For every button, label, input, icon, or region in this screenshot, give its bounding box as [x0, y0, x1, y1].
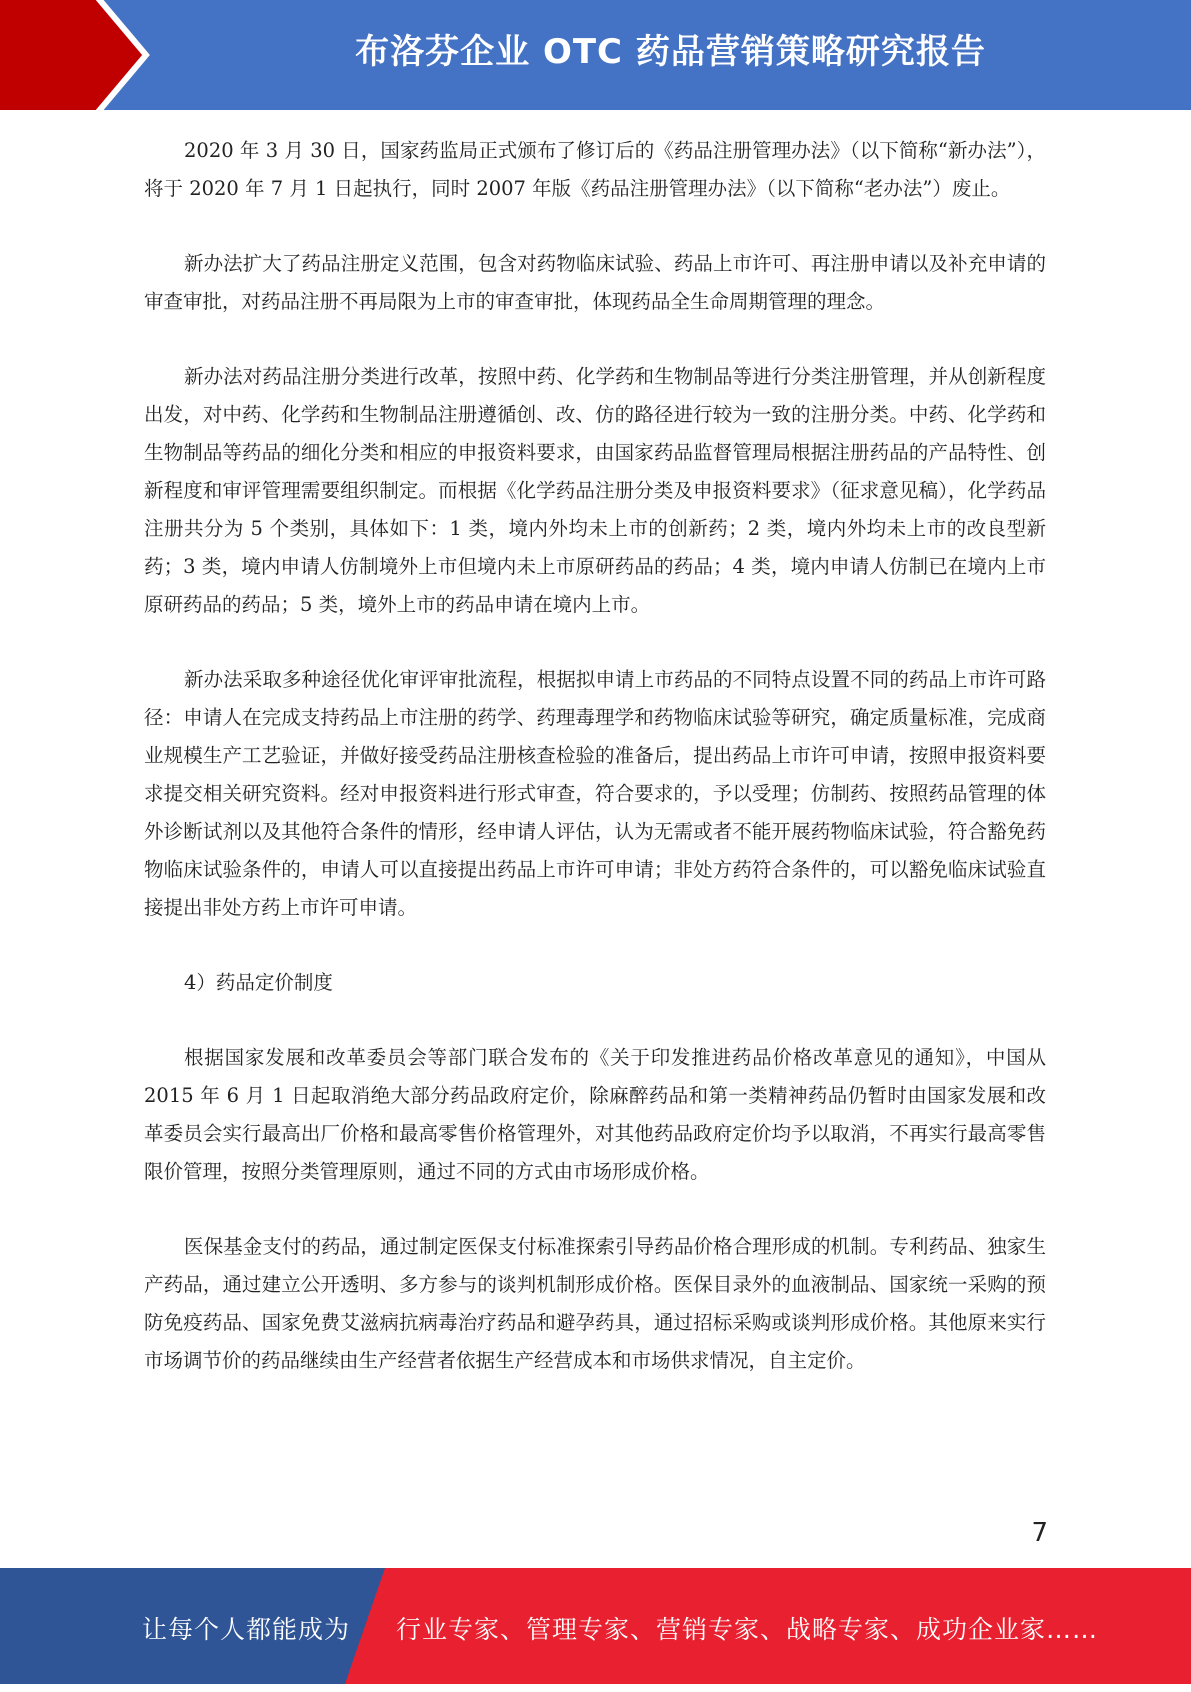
footer-slogan-right: 行业专家、管理专家、营销专家、战略专家、成功企业家…… — [396, 1615, 1099, 1644]
paragraph-registration-classification: 新办法对药品注册分类进行改革，按照中药、化学药和生物制品等进行分类注册管理，并从创新程度出发，对中药、化学药和生物制品注册遵循创、改、仿的路径进行较为一致的注册分类。中药、化学药和生物制品等药品的细化分类和相应的申报资料要求，由国家药品监督管理局根据注册药品的产品特性、创新程度和审评管理需要组织制定。而根据《化学药品注册分类及申报资料要求》（征求意见稿），化学药品注册共分为 5 个类别，具体如下：1 类，境内外均未上市的创新药；2 类，境内外均未上市的改良型新药；3 类，境内申请人仿制境外上市但境内未上市原研药品的药品；4 类，境内申请人仿制已在境内上市原研药品的药品；5 类，境外上市的药品申请在境内上市。 — [144, 365, 1046, 616]
page-number: 7 — [1031, 1518, 1048, 1548]
section-heading-pricing: 4）药品定价制度 — [184, 971, 333, 994]
report-title: 布洛芬企业 OTC 药品营销策略研究报告 — [355, 32, 986, 72]
header-arrow-icon — [0, 0, 160, 110]
document-body — [144, 132, 1046, 1417]
paragraph-insurance-pricing: 医保基金支付的药品，通过制定医保支付标准探索引导药品价格合理形成的机制。专利药品、独家生产药品，通过建立公开透明、多方参与的谈判机制形成价格。医保目录外的血液制品、国家统一采购的预防免疫药品、国家免费艾滋病抗病毒治疗药品和避孕药具，通过招标采购或谈判形成价格。其他原来实行市场调节价的药品继续由生产经营者依据生产经营成本和市场供求情况，自主定价。 — [144, 1235, 1046, 1372]
paragraph-registration-scope: 新办法扩大了药品注册定义范围，包含对药物临床试验、药品上市许可、再注册申请以及补充申请的审查审批，对药品注册不再局限为上市的审查审批，体现药品全生命周期管理的理念。 — [144, 252, 1046, 313]
footer-slogan-left: 让每个人都能成为 — [142, 1615, 351, 1644]
page-header — [0, 0, 1191, 110]
page-footer — [0, 1568, 1191, 1684]
paragraph-pricing-reform: 根据国家发展和改革委员会等部门联合发布的《关于印发推进药品价格改革意见的通知》，中国从 2015 年 6 月 1 日起取消绝大部分药品政府定价，除麻醉药品和第一类精神药品仍暂时由国家发展和改革委员会实行最高出厂价格和最高零售价格管理外，对其他药品政府定价均予以取消，不再实行最高零售限价管理，按照分类管理原则，通过不同的方式由市场形成价格。 — [144, 1046, 1046, 1183]
paragraph-approval-process: 新办法采取多种途径优化审评审批流程，根据拟申请上市药品的不同特点设置不同的药品上市许可路径：申请人在完成支持药品上市注册的药学、药理毒理学和药物临床试验等研究，确定质量标准，完成商业规模生产工艺验证，并做好接受药品注册核查检验的准备后，提出药品上市许可申请，按照申报资料要求提交相关研究资料。经对申报资料进行形式审查，符合要求的，予以受理；仿制药、按照药品管理的体外诊断试剂以及其他符合条件的情形，经申请人评估，认为无需或者不能开展药物临床试验，符合豁免药物临床试验条件的，申请人可以直接提出药品上市许可申请；非处方药符合条件的，可以豁免临床试验直接提出非处方药上市许可申请。 — [144, 668, 1046, 919]
paragraph-new-regulation-intro: 2020 年 3 月 30 日，国家药监局正式颁布了修订后的《药品注册管理办法》（以下简称“新办法”），将于 2020 年 7 月 1 日起执行，同时 2007 年版《药品注册管理办法》（以下简称“老办法”）废止。 — [144, 139, 1046, 200]
